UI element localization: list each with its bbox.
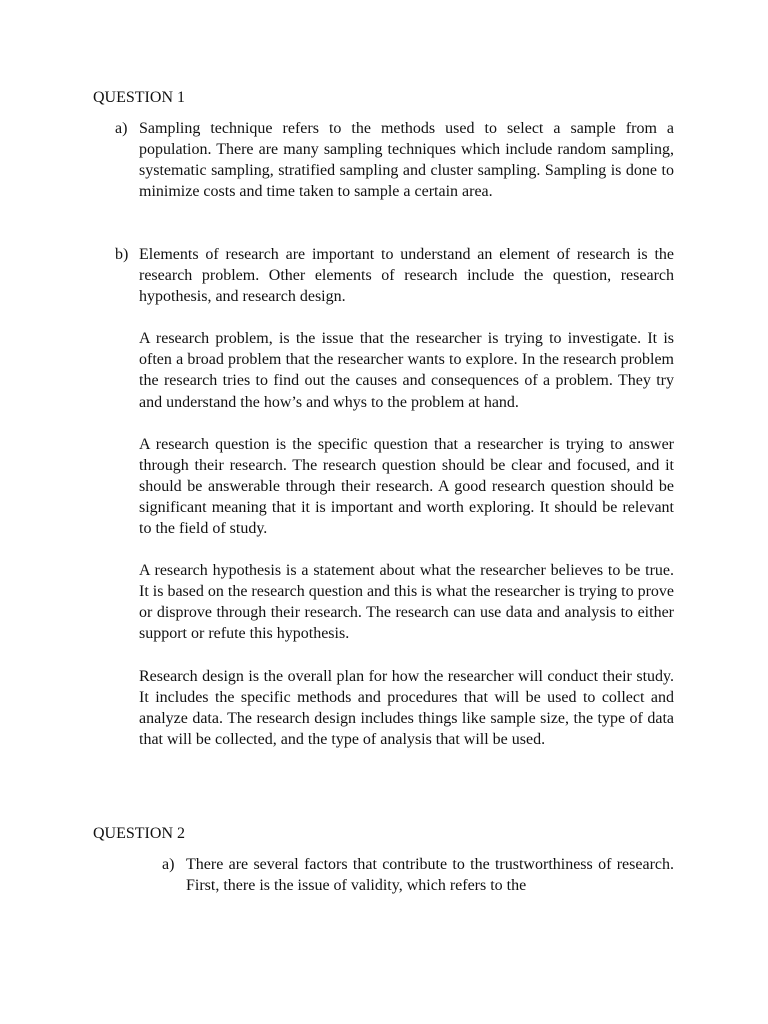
paragraph-sampling-technique: Sampling technique refers to the methods used to select a sample from a population. There are many sampling techniques which include random sampling, systematic sampling, stratified sampling and cluster sampling. Sampling is done to minimize costs and time taken to sample a certain area. <box>139 120 674 201</box>
question-1-heading: QUESTION 1 <box>93 89 185 106</box>
list-marker: a) <box>162 856 175 873</box>
paragraph-research-hypothesis: A research hypothesis is a statement about what the researcher believes to be true. It is based on the research question and this is what the researcher is trying to prove or disprove through their research. The research can use data and analysis to either support or refute this hypothesis. <box>139 562 674 643</box>
list-marker: a) <box>115 120 128 137</box>
question-2-item-a <box>162 854 674 896</box>
paragraph-research-question: A research question is the specific question that a researcher is trying to answer through their research. The research question should be clear and focused, and it should be answerable through their research. A good research question should be significant meaning that it is important and worth exploring. It should be relevant to the field of study. <box>139 435 674 538</box>
paragraph-trustworthiness: There are several factors that contribute to the trustworthiness of research. First, there is the issue of validity, which refers to the <box>186 856 674 895</box>
question-2-heading: QUESTION 2 <box>93 825 185 842</box>
paragraph-elements-of-research: Elements of research are important to understand an element of research is the research problem. Other elements of research include the question, research hypothesis, and research design. <box>139 246 674 306</box>
paragraph-research-design: Research design is the overall plan for how the researcher will conduct their study. It includes the specific methods and procedures that will be used to collect and analyze data. The research design includes things like sample size, the type of data that will be collected, and the type of analysis that will be used. <box>139 667 674 748</box>
list-marker: b) <box>115 246 129 263</box>
question-1-item-a <box>115 118 674 202</box>
question-1-item-b <box>115 244 674 750</box>
paragraph-research-problem: A research problem, is the issue that the researcher is trying to investigate. It is often a broad problem that the researcher wants to explore. In the research problem the research tries to find out the causes and consequences of a problem. They try and understand the how’s and whys to the problem at hand. <box>139 330 674 411</box>
